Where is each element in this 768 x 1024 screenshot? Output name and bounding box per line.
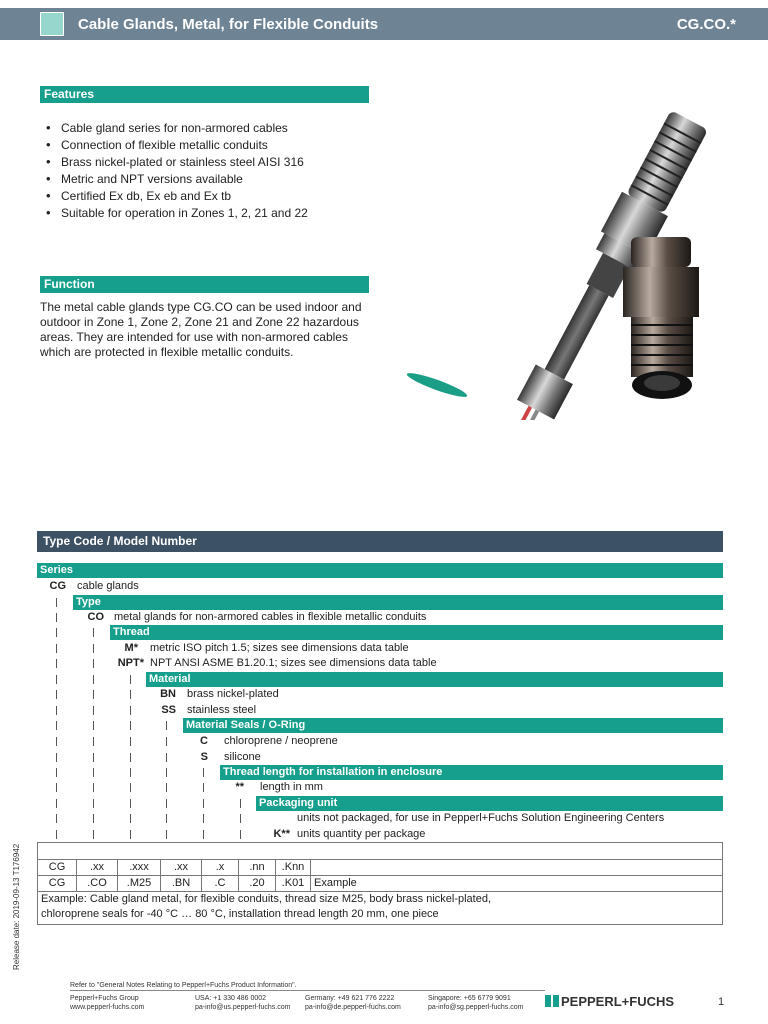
tree-connector — [166, 830, 167, 839]
series-code: CG — [49, 580, 66, 592]
tree-connector — [56, 659, 57, 668]
release-date: Release date: 2019-09-13 T176942 — [12, 843, 21, 970]
tree-connector — [56, 814, 57, 823]
function-text: The metal cable glands type CG.CO can be used indoor and outdoor in Zone 1, Zone 2, Zone 21 and Zone 22 hazardous areas. They are intended for use with non-armored cables which are protected in flexible metallic conduits. — [40, 300, 362, 359]
company-name: Pepperl+Fuchs Group — [70, 995, 139, 1002]
tree-connector — [93, 737, 94, 746]
product-code: CG.CO.* — [676, 16, 736, 33]
tree-connector — [93, 706, 94, 715]
table-cell: .xxx — [118, 860, 161, 876]
tree-connector — [56, 830, 57, 839]
seals-bar: Material Seals / O-Ring — [183, 718, 723, 733]
table-row — [38, 892, 723, 925]
table-cell: .Knn — [276, 860, 311, 876]
tree-connector — [93, 690, 94, 699]
tree-connector — [56, 690, 57, 699]
material-bn-desc: brass nickel-plated — [187, 688, 279, 700]
usa-phone: USA: +1 330 486 0002 — [195, 995, 267, 1002]
footer-company — [70, 994, 144, 1012]
tree-connector — [56, 644, 57, 653]
example-line: chloroprene seals for -40 °C … 80 °C, installation thread length 20 mm, one piece — [41, 908, 439, 920]
tree-connector — [56, 768, 57, 777]
tree-connector — [56, 721, 57, 730]
tree-connector — [166, 783, 167, 792]
tree-connector — [93, 628, 94, 637]
page-header — [0, 8, 768, 40]
usa-email-link[interactable]: pa-info@us.pepperl-fuchs.com — [195, 1004, 291, 1011]
thread-bar: Thread — [110, 625, 723, 640]
type-code: CO — [87, 611, 104, 623]
tree-connector — [56, 783, 57, 792]
footer-note: Refer to "General Notes Relating to Pepperl+Fuchs Product Information". — [70, 982, 297, 989]
feature-item: • Certified Ex db, Ex eb and Ex tb — [44, 188, 308, 205]
logo-text: PEPPERL+FUCHS — [561, 994, 675, 1009]
table-cell: CG — [38, 876, 77, 892]
tree-connector — [130, 690, 131, 699]
table-cell: .xx — [161, 860, 202, 876]
table-cell: .nn — [239, 860, 276, 876]
tree-connector — [166, 799, 167, 808]
footer-divider — [70, 990, 545, 991]
company-web-link[interactable]: www.pepperl-fuchs.com — [70, 1004, 145, 1011]
tree-connector — [56, 675, 57, 684]
table-cell: .x — [202, 860, 239, 876]
table-cell: .M25 — [118, 876, 161, 892]
tree-connector — [240, 830, 241, 839]
header-square-icon — [40, 12, 64, 36]
table-cell: Example — [311, 876, 723, 892]
tree-connector — [56, 737, 57, 746]
tree-connector — [203, 814, 204, 823]
table-cell: .BN — [161, 876, 202, 892]
tree-connector — [56, 799, 57, 808]
table-cell — [311, 860, 723, 876]
tree-connector — [56, 628, 57, 637]
table-cell: .C — [202, 876, 239, 892]
tree-connector — [93, 799, 94, 808]
features-list — [44, 120, 308, 222]
tree-connector — [130, 799, 131, 808]
tree-connector — [203, 799, 204, 808]
feature-item: • Connection of flexible metallic conduits — [44, 137, 308, 154]
feature-item: • Suitable for operation in Zones 1, 2, 21 and 22 — [44, 205, 308, 222]
packaging-blank-desc: units not packaged, for use in Pepperl+Fuchs Solution Engineering Centers — [297, 812, 665, 824]
germany-phone: Germany: +49 621 776 2222 — [305, 995, 395, 1002]
feature-item: • Cable gland series for non-armored cables — [44, 120, 308, 137]
table-row — [38, 843, 723, 860]
tree-connector — [56, 598, 57, 607]
tree-connector — [130, 768, 131, 777]
function-heading: Function — [40, 276, 369, 293]
tree-connector — [130, 783, 131, 792]
seal-c-code: C — [200, 735, 208, 747]
page-title: Cable Glands, Metal, for Flexible Conduits — [78, 16, 379, 33]
tree-connector — [56, 753, 57, 762]
table-cell: .20 — [239, 876, 276, 892]
tree-connector — [166, 768, 167, 777]
table-row — [38, 876, 723, 892]
thread-npt-desc: NPT ANSI ASME B1.20.1; sizes see dimensions data table — [150, 657, 437, 669]
tree-connector — [130, 814, 131, 823]
example-description — [38, 892, 723, 925]
tree-connector — [130, 737, 131, 746]
feature-item: • Metric and NPT versions available — [44, 171, 308, 188]
tree-connector — [203, 830, 204, 839]
table-cell — [38, 843, 723, 860]
page-number: 1 — [718, 996, 725, 1008]
seal-s-desc: silicone — [224, 751, 261, 763]
type-code-heading: Type Code / Model Number — [37, 531, 723, 552]
tree-connector — [93, 753, 94, 762]
company-logo — [545, 994, 674, 1009]
tree-connector — [130, 721, 131, 730]
example-table — [37, 842, 723, 925]
type-desc: metal glands for non-armored cables in flexible metallic conduits — [114, 611, 427, 623]
tree-connector — [56, 613, 57, 622]
example-line: Example: Cable gland metal, for flexible conduits, thread size M25, body brass nickel-plated, — [41, 893, 492, 905]
tree-connector — [93, 783, 94, 792]
material-ss-code: SS — [161, 704, 176, 716]
table-cell: CG — [38, 860, 77, 876]
material-bn-code: BN — [160, 688, 176, 700]
tree-connector — [93, 675, 94, 684]
thread-length-bar: Thread length for installation in enclosure — [220, 765, 723, 780]
tree-connector — [130, 675, 131, 684]
features-heading: Features — [40, 86, 369, 103]
tree-connector — [240, 799, 241, 808]
tree-connector — [166, 753, 167, 762]
tree-connector — [93, 814, 94, 823]
product-image — [395, 85, 730, 420]
seal-c-desc: chloroprene / neoprene — [224, 735, 338, 747]
tree-connector — [93, 830, 94, 839]
tree-connector — [130, 830, 131, 839]
tree-connector — [130, 706, 131, 715]
footer-usa — [195, 994, 290, 1012]
tree-connector — [203, 783, 204, 792]
series-bar: Series — [37, 563, 723, 578]
series-desc: cable glands — [77, 580, 139, 592]
tree-connector — [56, 706, 57, 715]
type-bar: Type — [73, 595, 723, 610]
germany-email-link[interactable]: pa-info@de.pepperl-fuchs.com — [305, 1004, 401, 1011]
seal-s-code: S — [200, 751, 208, 763]
packaging-k-code: K** — [273, 828, 290, 840]
tree-connector — [93, 768, 94, 777]
material-bar: Material — [146, 672, 723, 687]
table-row — [38, 860, 723, 876]
tree-connector — [130, 753, 131, 762]
singapore-phone: Singapore: +65 6779 9091 — [428, 995, 511, 1002]
singapore-email-link[interactable]: pa-info@sg.pepperl-fuchs.com — [428, 1004, 524, 1011]
thread-m-code: M* — [124, 642, 138, 654]
table-cell: .xx — [77, 860, 118, 876]
tree-connector — [166, 721, 167, 730]
feature-item: • Brass nickel-plated or stainless steel AISI 316 — [44, 154, 308, 171]
footer-singapore — [428, 994, 523, 1012]
logo-mark-icon — [545, 995, 559, 1007]
material-ss-desc: stainless steel — [187, 704, 257, 716]
tree-connector — [93, 644, 94, 653]
packaging-bar: Packaging unit — [256, 796, 723, 811]
table-cell: .CO — [77, 876, 118, 892]
tree-connector — [166, 814, 167, 823]
tree-connector — [240, 814, 241, 823]
thread-npt-code: NPT* — [117, 657, 144, 669]
thread-m-desc: metric ISO pitch 1.5; sizes see dimensions data table — [150, 642, 409, 654]
tree-connector — [93, 721, 94, 730]
footer-germany — [305, 994, 401, 1012]
packaging-k-desc: units quantity per package — [297, 828, 426, 840]
tree-connector — [203, 768, 204, 777]
table-cell: .K01 — [276, 876, 311, 892]
length-code: ** — [235, 781, 244, 793]
length-desc: length in mm — [260, 781, 323, 793]
tree-connector — [93, 659, 94, 668]
tree-connector — [166, 737, 167, 746]
